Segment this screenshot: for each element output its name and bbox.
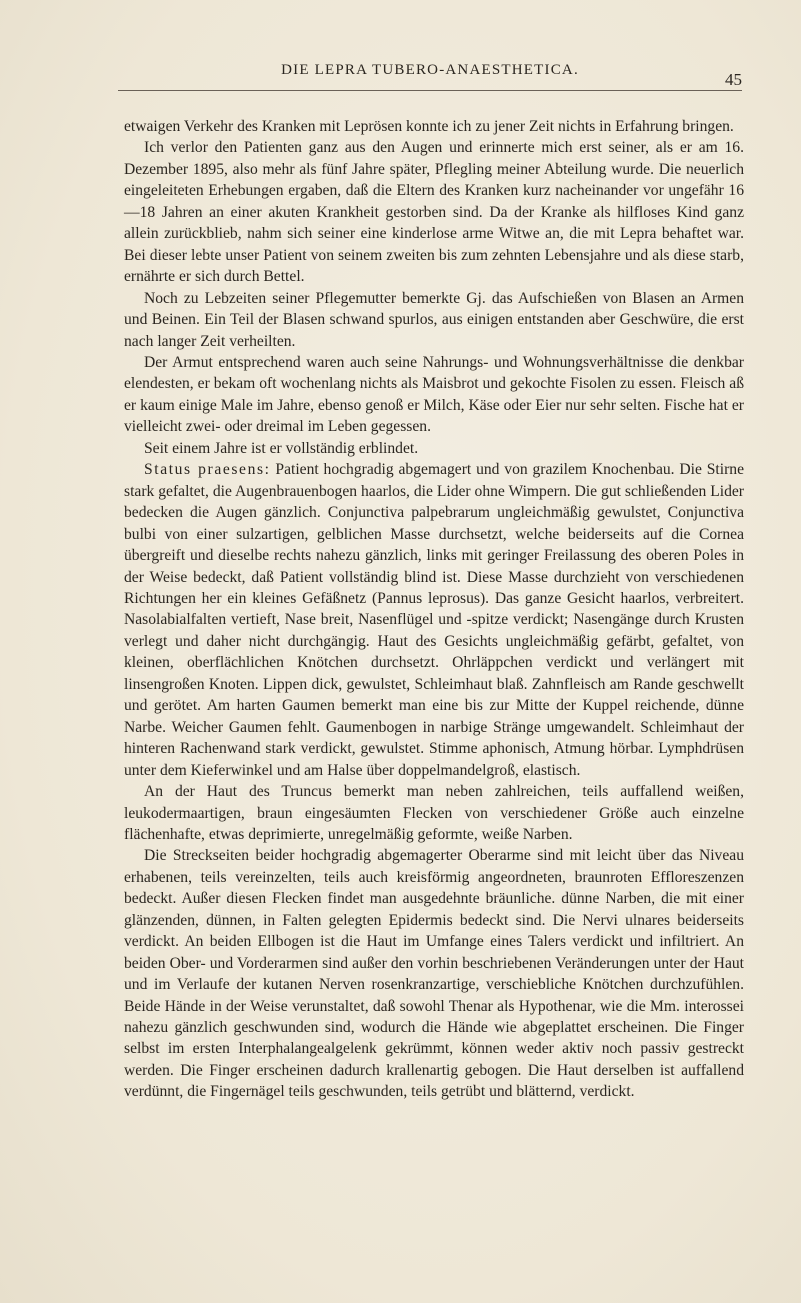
paragraph: Noch zu Lebzeiten seiner Pflegemutter bemerkte Gj. das Aufschießen von Blasen an Armen und Beinen. Ein Teil der Blasen schwand spurlos, aus einigen entstanden aber Geschwüre, die erst nach langer Zeit verheilten. (124, 289, 744, 350)
paragraph: Seit einem Jahre ist er vollständig erblindet. (144, 439, 419, 457)
page-number: 45 (725, 70, 742, 89)
paragraph-text: Patient hochgradig abgemagert und von grazilem Knochenbau. Die Stirne stark gefaltet, die Augenbrauenbogen haarlos, die Lider ohne Wimpern. Die gut schließenden Lider bedecken die Augen gänzlich. Conjunctiva palpebrarum ungleichmäßig gewulstet, Conjunctiva bulbi von einer sulzartigen, gelblichen Masse durchsetzt, welche beiderseits auf die Cornea übergreift und dieselbe rechts nahezu gänzlich, links mit geringer Freilassung des oberen Poles in der Weise bedeckt, daß Patient vollständig blind ist. Diese Masse durchzieht von verschiedenen Richtungen her ein kleines Gefäßnetz (Pannus leprosus). Das ganze Gesicht haarlos, verbreitert. Nasolabialfalten vertieft, Nase breit, Nasenflügel und -spitze verdickt; Nasengänge durch Krusten verlegt und daher nicht durchgängig. Haut des Gesichts ungleichmäßig gefärbt, gefaltet, von kleinen, oberflächlichen Knötchen durchsetzt. Ohrläppchen verdickt und verlängert mit linsengroßen Knoten. Lippen dick, gewulstet, Schleimhaut blaß. Zahnfleisch am Rande geschwellt und gerötet. Am harten Gaumen bemerkt man eine bis zur Mitte der Kuppel reichende, dünne Narbe. Weicher Gaumen fehlt. Gaumenbogen in narbige Stränge umgewandelt. Schleimhaut der hinteren Rachenwand stark verdickt, gewulstet. Stimme aphonisch, Atmung hörbar. Lymphdrüsen unter dem Kieferwinkel und am Halse über doppelmandelgroß, elastisch. (124, 461, 744, 779)
status-praesens-heading: Status praesens: (144, 461, 271, 479)
paragraph-status-praesens (124, 459, 744, 781)
paragraph: Der Armut entsprechend waren auch seine Nahrungs- und Wohnungsverhältnisse die denkbar elendesten, er bekam oft wochenlang nichts als Maisbrot und gekochte Fisolen zu essen. Fleisch aß er kaum einige Male im Jahre, ebenso genoß er Milch, Käse oder Eier nur sehr selten. Fische hat er vielleicht zwei- oder dreimal im Leben gegessen. (124, 353, 744, 436)
paragraph: etwaigen Verkehr des Kranken mit Leprösen konnte ich zu jener Zeit nichts in Erfahrung bringen. (124, 118, 734, 135)
page-header (118, 62, 742, 91)
body-text (124, 116, 744, 1103)
paragraph: Die Streckseiten beider hochgradig abgemagerter Oberarme sind mit leicht über das Niveau erhabenen, teils vereinzelten, teils auch kreisförmig angeordneten, braunroten Effloreszenzen bedeckt. Außer diesen Flecken findet man ausgedehnte bräunliche. dünne Narben, die mit einer glänzenden, dünnen, in Falten gelegten Epidermis bedeckt sind. Die Nervi ulnares beiderseits verdickt. An beiden Ellbogen ist die Haut im Umfange eines Talers verdickt und infiltriert. An beiden Ober- und Vorderarmen sind außer den vorhin beschriebenen Veränderungen unter der Haut und im Verlaufe der kutanen Nerven rosenkranzartige, verschiebliche Knötchen durchzufühlen. Beide Hände in der Weise verunstaltet, daß sowohl Thenar als Hypothenar, wie die Mm. interossei nahezu gänzlich geschwunden sind, wodurch die Hände wie abgeplattet erscheinen. Die Finger selbst im ersten Interphalangealgelenk gekrümmt, können weder aktiv noch passiv gestreckt werden. Die Finger erscheinen dadurch krallenartig gebogen. Die Haut derselben ist auffallend verdünnt, die Fingernägel teils geschwunden, teils getrübt und blätternd, verdickt. (124, 847, 744, 1101)
running-title: DIE LEPRA TUBERO-ANAESTHETICA. (281, 62, 579, 78)
paragraph: Ich verlor den Patienten ganz aus den Augen und erinnerte mich erst seiner, als er am 16. Dezember 1895, also mehr als fünf Jahre später, Pflegling meiner Abteilung wurde. Die neuerlich eingeleiteten Erhebungen ergaben, daß die Eltern des Kranken kurz nacheinander vor ungefähr 16—18 Jahren an einer akuten Krankheit gestorben sind. Da der Kranke als hilfloses Kind ganz allein zurückblieb, nahm sich seiner eine kinderlose arme Witwe an, die mit Lepra behaftet war. Bei dieser lebte unser Patient von seinem zweiten bis zum zehnten Lebensjahre und als diese starb, ernährte er sich durch Bettel. (124, 139, 744, 286)
paragraph: An der Haut des Truncus bemerkt man neben zahlreichen, teils auffallend weißen, leukodermaartigen, braun eingesäumten Flecken von verschiedener Größe auch einzelne flächenhafte, etwas deprimierte, unregelmäßig geformte, weiße Narben. (124, 783, 744, 843)
